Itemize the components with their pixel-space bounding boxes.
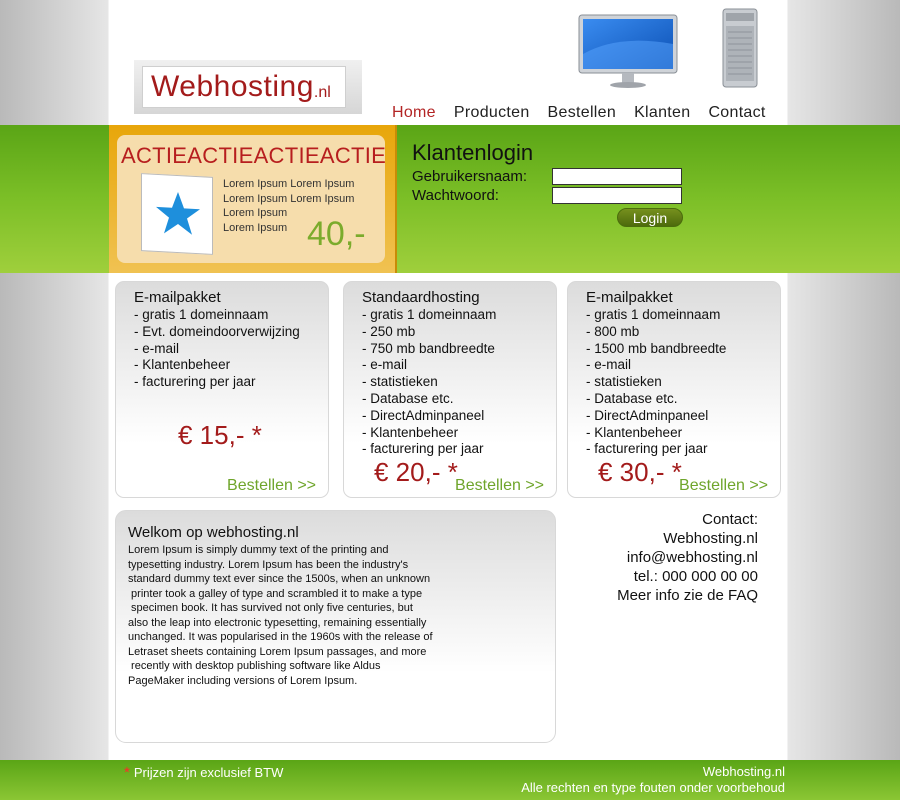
welcome-line: PageMaker including versions of Lorem Ipsum. xyxy=(128,674,358,687)
package-title: Standaardhosting xyxy=(362,289,480,306)
welcome-line: Letraset sheets containing Lorem Ipsum passages, and more xyxy=(128,645,427,658)
package-feature: - statistieken xyxy=(586,374,662,390)
welcome-panel xyxy=(115,510,556,743)
package-feature: - Klantenbeheer xyxy=(586,424,683,440)
footer-note xyxy=(124,764,283,781)
package-feature: - facturering per jaar xyxy=(362,441,484,457)
package-feature: - Evt. domeindoorverwijzing xyxy=(134,323,300,339)
package-feature: - e-mail xyxy=(134,340,180,356)
package-title: E-mailpakket xyxy=(586,289,673,306)
welcome-text xyxy=(128,543,508,688)
package-feature: - gratis 1 domeinnaam xyxy=(134,307,269,322)
order-link[interactable]: Bestellen >> xyxy=(679,477,768,494)
welcome-line: unchanged. It was popularised in the 1960s with the release of xyxy=(128,631,433,643)
promo-text-line: Lorem Ipsum xyxy=(223,207,288,219)
star-icon xyxy=(142,174,214,256)
package-price: € 20,- * xyxy=(374,457,458,487)
package-feature: - facturering per jaar xyxy=(586,441,708,457)
package-feature: - 800 mb xyxy=(586,323,640,339)
asterisk-icon: * xyxy=(124,764,130,781)
order-link[interactable]: Bestellen >> xyxy=(227,477,316,494)
footer-brand: Webhosting.nl xyxy=(702,764,785,779)
package-feature: - e-mail xyxy=(362,357,408,373)
welcome-line: Lorem Ipsum is simply dummy text of the printing and xyxy=(128,544,389,556)
package-feature: - Database etc. xyxy=(362,390,454,406)
promo-section xyxy=(109,125,397,273)
username-input[interactable] xyxy=(552,168,682,185)
contact-email[interactable]: info@webhosting.nl xyxy=(626,549,758,566)
package-card-2 xyxy=(343,281,557,498)
package-price: € 15,- * xyxy=(178,420,262,450)
promo-price: 40,- xyxy=(307,215,366,253)
logo-tld-text: .nl xyxy=(313,84,331,101)
username-label: Gebruikersnaam: xyxy=(412,168,528,185)
footer-note-text: Prijzen zijn exclusief BTW xyxy=(133,765,284,780)
logo-inner xyxy=(142,66,346,108)
contact-company: Webhosting.nl xyxy=(663,530,758,547)
package-feature: - facturering per jaar xyxy=(134,374,256,390)
package-feature: - DirectAdminpaneel xyxy=(362,407,485,423)
welcome-title: Welkom op webhosting.nl xyxy=(128,524,299,541)
logo-main-text: Webhosting xyxy=(151,70,314,103)
nav-producten[interactable]: Producten xyxy=(453,104,530,121)
welcome-line: printer took a galley of type and scrambled it to make a type xyxy=(128,587,423,600)
login-button[interactable]: Login xyxy=(617,208,683,227)
contact-heading: Contact: xyxy=(702,511,758,528)
contact-block xyxy=(617,510,758,605)
package-feature: - Database etc. xyxy=(586,390,678,406)
package-features xyxy=(134,307,300,391)
password-input[interactable] xyxy=(552,187,682,204)
contact-phone: tel.: 000 000 00 00 xyxy=(633,568,758,585)
password-label: Wachtwoord: xyxy=(412,187,499,204)
nav-bestellen[interactable]: Bestellen xyxy=(547,104,617,121)
welcome-line: specimen book. It has survived not only five centuries, but xyxy=(128,602,413,614)
welcome-line: also the leap into electronic typesetting, remaining essentially xyxy=(128,616,427,629)
login-panel xyxy=(412,140,668,226)
welcome-line: standard dummy text ever since the 1500s, when an unknown xyxy=(128,573,431,585)
package-feature: - 250 mb xyxy=(362,323,416,339)
promo-text-line: Lorem Ipsum Lorem Ipsum xyxy=(223,192,355,205)
package-feature: - DirectAdminpaneel xyxy=(586,407,709,423)
nav-home[interactable]: Home xyxy=(392,104,436,121)
package-feature: - Klantenbeheer xyxy=(134,357,231,373)
package-title: E-mailpakket xyxy=(134,289,221,306)
main-nav xyxy=(392,104,766,122)
promo-text-line: Lorem Ipsum Lorem Ipsum xyxy=(223,178,355,190)
package-price: € 30,- * xyxy=(598,457,682,487)
package-features xyxy=(362,307,496,458)
promo-image xyxy=(141,173,213,255)
promo-box[interactable] xyxy=(117,135,385,263)
package-feature: - e-mail xyxy=(586,357,632,373)
nav-contact[interactable]: Contact xyxy=(708,104,766,121)
logo[interactable] xyxy=(134,60,362,114)
package-feature: - 750 mb bandbreedte xyxy=(362,340,495,356)
package-feature: - Klantenbeheer xyxy=(362,424,459,440)
monitor-icon xyxy=(578,14,678,88)
package-card-1 xyxy=(115,281,329,498)
order-link[interactable]: Bestellen >> xyxy=(455,477,544,494)
package-feature: - gratis 1 domeinnaam xyxy=(586,307,721,322)
nav-klanten[interactable]: Klanten xyxy=(634,104,691,121)
package-features xyxy=(586,307,726,458)
login-title: Klantenlogin xyxy=(412,140,534,165)
package-card-3 xyxy=(567,281,781,498)
footer-rights: Alle rechten en type fouten onder voorbehoud xyxy=(521,780,785,795)
package-feature: - gratis 1 domeinnaam xyxy=(362,307,497,322)
promo-title: ACTIEACTIEACTIEACTIE xyxy=(121,143,387,168)
package-feature: - 1500 mb bandbreedte xyxy=(586,340,727,356)
promo-text-line: Lorem Ipsum xyxy=(223,221,288,234)
footer-right xyxy=(521,764,785,796)
welcome-line: recently with desktop publishing software like Aldus xyxy=(128,660,381,672)
computer-tower-icon xyxy=(722,8,758,88)
welcome-line: typesetting industry. Lorem Ipsum has been the industry's xyxy=(128,558,409,571)
contact-faq-link[interactable]: Meer info zie de FAQ xyxy=(617,587,758,604)
package-feature: - statistieken xyxy=(362,374,438,390)
